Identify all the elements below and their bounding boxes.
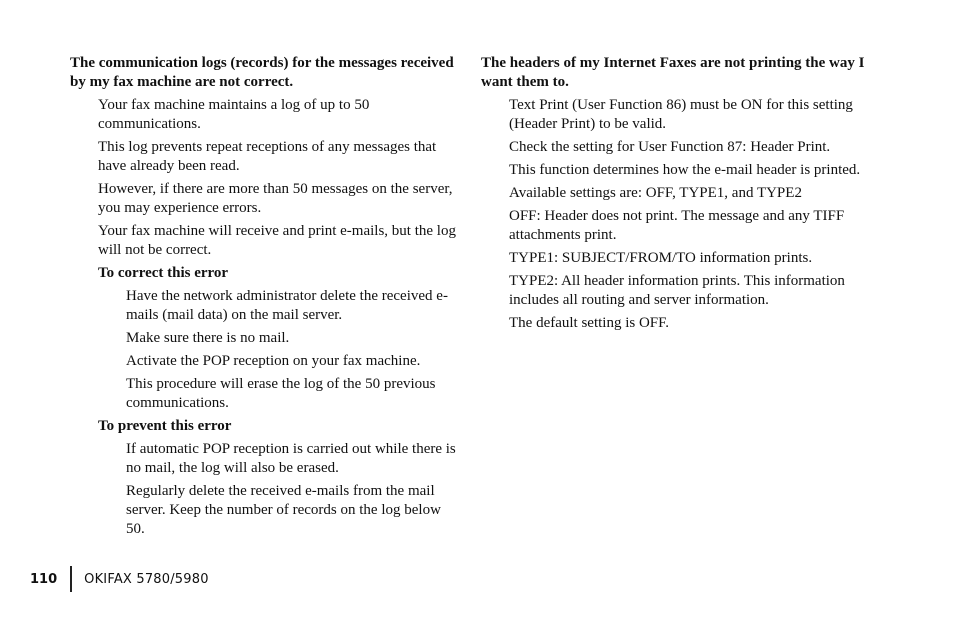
correct-error-subheading: To correct this error [98,265,229,281]
right-paragraph: The default setting is OFF. [509,315,670,331]
document-title: OKIFAX 5780/5980 [84,571,209,587]
page-footer [30,566,209,592]
right-paragraph: This function determines how the e-mail header is printed. [509,162,861,178]
correct-error-step: Activate the POP reception on your fax machine. [126,353,421,369]
right-column [481,54,873,337]
left-column [70,54,462,543]
right-section-heading: The headers of my Internet Faxes are not printing the way I want them to. [481,55,865,90]
left-intro-paragraph: However, if there are more than 50 messages on the server, you may experience errors. [98,181,453,216]
right-paragraph: Check the setting for User Function 87: Header Print. [509,139,831,155]
correct-error-step: Have the network administrator delete the received e-mails (mail data) on the mail server. [126,288,448,323]
left-intro-paragraph: Your fax machine maintains a log of up to 50 communications. [98,97,370,132]
prevent-error-step: Regularly delete the received e-mails from the mail server. Keep the number of records on the log below 50. [126,483,441,537]
left-intro-paragraph: This log prevents repeat receptions of any messages that have already been read. [98,139,437,174]
page-number: 110 [30,571,58,587]
footer-divider [70,566,72,592]
correct-error-step: This procedure will erase the log of the 50 previous communications. [126,376,436,411]
right-paragraph: OFF: Header does not print. The message and any TIFF attachments print. [509,208,845,243]
correct-error-step: Make sure there is no mail. [126,330,290,346]
right-paragraph: TYPE1: SUBJECT/FROM/TO information prints. [509,250,813,266]
right-paragraph: Available settings are: OFF, TYPE1, and TYPE2 [509,185,802,201]
right-paragraph: Text Print (User Function 86) must be ON for this setting (Header Print) to be valid. [509,97,853,132]
left-section-heading: The communication logs (records) for the messages received by my fax machine are not correct. [70,55,454,90]
left-intro-paragraph: Your fax machine will receive and print e-mails, but the log will not be correct. [98,223,456,258]
right-paragraph: TYPE2: All header information prints. This information includes all routing and server information. [509,273,845,308]
prevent-error-step: If automatic POP reception is carried out while there is no mail, the log will also be erased. [126,441,456,476]
prevent-error-subheading: To prevent this error [98,418,232,434]
